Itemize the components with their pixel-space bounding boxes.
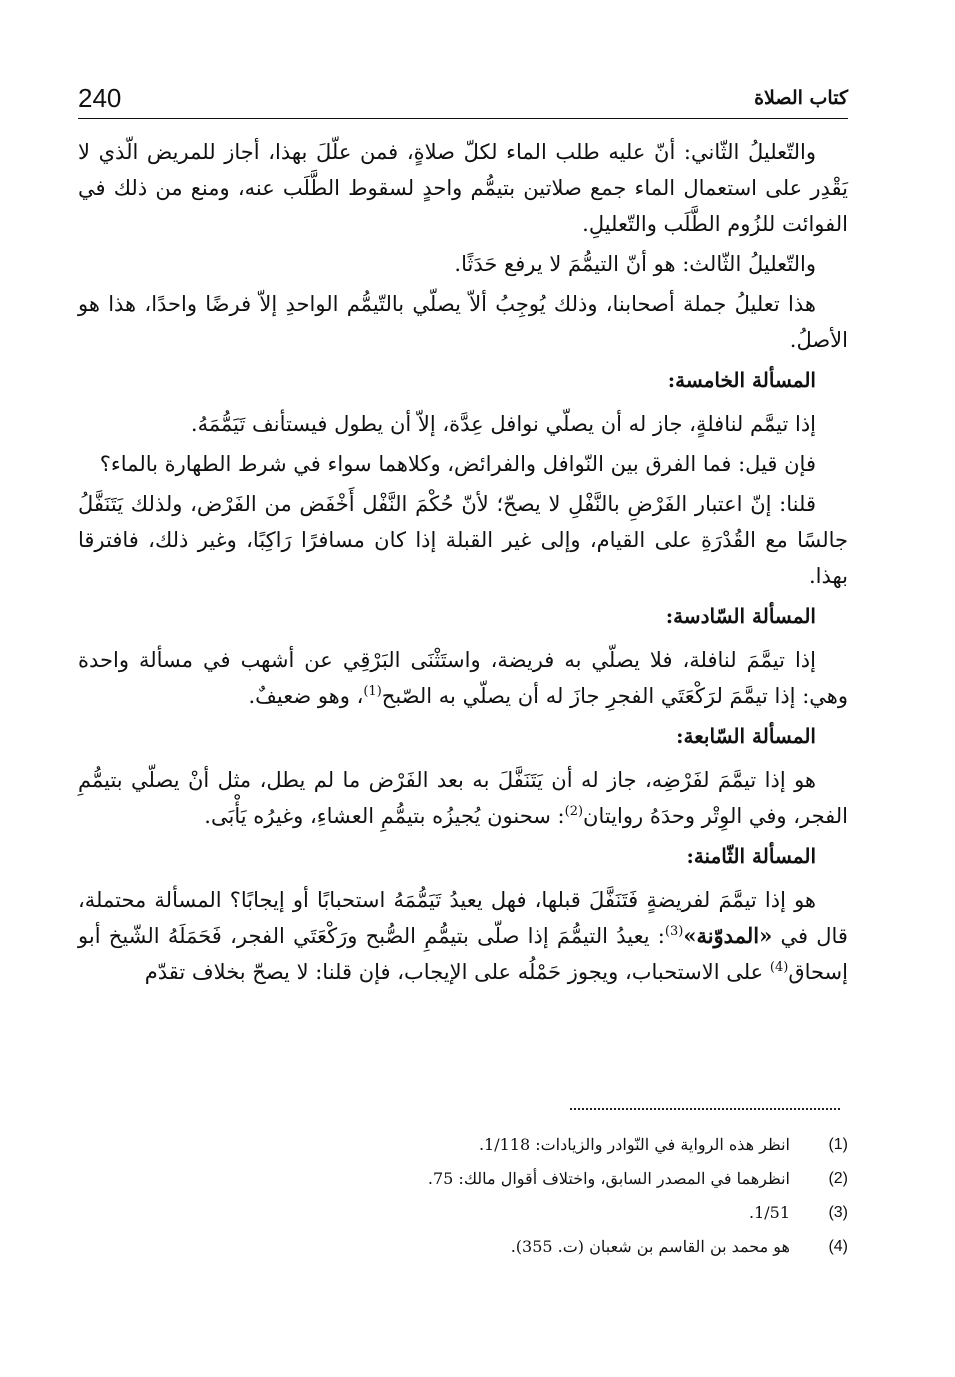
footnote-number: (1) bbox=[828, 1136, 848, 1153]
text-run: ، وهو ضعيفٌ. bbox=[248, 684, 364, 708]
text-run: هو إذا تيمَّمَ لفريضةٍ فَتَنَفَّلَ قبلها، فهل يعيدُ تَيَمُّمَهُ استحبابًا أو إيجابًا؟ المسألة محتملة، قال في bbox=[78, 888, 848, 948]
text-run: : سحنون يُجيزُه بتيمُّمِ العشاءِ، وغيرُه يَأْبَى. bbox=[204, 804, 565, 828]
running-title: كتاب الصلاة bbox=[754, 87, 848, 109]
footnote-ref-2: (2) bbox=[564, 804, 584, 819]
footnote-text: انظرهما في المصدر السابق، واختلاف أقوال مالك: 75. bbox=[427, 1169, 790, 1188]
footnote-ref-1: (1) bbox=[363, 684, 382, 699]
heading-seventh-issue: المسألة السّابعة: bbox=[676, 724, 816, 748]
footnotes bbox=[78, 1128, 848, 1264]
footnote-item bbox=[78, 1230, 848, 1264]
footnote-text: انظر هذه الرواية في النّوادر والزيادات: 1/118. bbox=[478, 1135, 790, 1154]
footnote-number: (3) bbox=[828, 1204, 848, 1221]
heading-fifth-issue: المسألة الخامسة: bbox=[667, 368, 816, 392]
book-title: «المدوّنة» bbox=[683, 923, 773, 948]
footnote-text: هو محمد بن القاسم بن شعبان (ت. 355). bbox=[510, 1237, 790, 1256]
paragraph-eighth-issue bbox=[78, 882, 848, 990]
footnote-number: (4) bbox=[828, 1238, 848, 1255]
paragraph-third-reason: والتّعليلُ الثّالث: هو أنّ التيمُّمَ لا يرفع حَدَثًا. bbox=[454, 252, 816, 276]
paragraph-second-reason: والتّعليلُ الثّاني: أنّ عليه طلب الماء لكلّ صلاةٍ، فمن علّلَ بهذا، أجاز للمريض الّذي لا يَقْدِر على استعمال الماء جمع صلاتين بتيمُّم واحدٍ لسقوط الطَّلَب عنه، ومنع من ذلك في الفوائت للزُوم الطَّلَب والتّعليلِ. bbox=[78, 140, 848, 236]
heading-sixth-issue: المسألة السّادسة: bbox=[665, 604, 816, 628]
footnote-item bbox=[78, 1128, 848, 1162]
text-run: إذا تيمَّمَ لنافلة، فلا يصلّي به فريضة، واستَثْنَى البَرْقِي عن أشهب في مسألة واحدة وهي: إذا تيمَّمَ لرَكْعَتَي الفجرِ جازَ له أن يصلّي به الصّبح bbox=[78, 648, 848, 708]
text-run: : يعيدُ التيمُّمَ إذا صلّى بتيمُّمِ الصُّبح ورَكْعَتَي الفجر، فَحَمَلَهُ الشّيخ أبو إسحاق bbox=[78, 924, 848, 984]
heading-eighth-issue: المسألة الثّامنة: bbox=[686, 844, 816, 868]
paragraph-seventh-issue bbox=[78, 762, 848, 834]
paragraph-fifth-issue: إذا تيمَّم لنافلةٍ، جاز له أن يصلّي نوافل عِدَّة، إلاّ أن يطول فيستأنف تَيَمُّمَهُ. bbox=[190, 412, 816, 436]
paragraph-sixth-issue bbox=[78, 642, 848, 714]
text-run: على الاستحباب، ويجوز حَمْلُه على الإيجاب، فإن قلنا: لا يصحّ بخلاف تقدّم bbox=[144, 960, 770, 984]
paragraph-companions: هذا تعليلُ جملة أصحابنا، وذلك يُوجِبُ ألاّ يصلّي بالتّيمُّم الواحدِ إلاّ فرضًا واحدًا، هذا هو الأصلُ. bbox=[78, 292, 848, 352]
footnote-item bbox=[78, 1196, 848, 1230]
footnote-ref-3: (3) bbox=[664, 924, 684, 939]
paragraph-question: فإن قيل: فما الفرق بين النّوافل والفرائض، وكلاهما سواء في شرط الطهارة بالماء؟ bbox=[99, 452, 816, 476]
page-header bbox=[78, 80, 848, 120]
footnote-item bbox=[78, 1162, 848, 1196]
paragraph-answer: قلنا: إنّ اعتبار الفَرْضِ بالنَّفْلِ لا يصحّ؛ لأنّ حُكْمَ النَّفْل أَخْفَض من الفَرْض، ولذلك يَتَنَفَّلُ جالسًا مع القُدْرَةِ على القيام، وإلى غير القبلة إذا كان مسافرًا رَاكِبًا، وغير ذلك، فافترقا بهذا. bbox=[78, 492, 848, 588]
footnote-separator bbox=[570, 1108, 840, 1110]
footnote-number: (2) bbox=[828, 1170, 848, 1187]
text-run: هو إذا تيمَّمَ لفَرْضِه، جاز له أن يَتَنَفَّلَ به بعد الفَرْض ما لم يطل، مثل أنْ يصلّي بتيمُّمِ الفجر، وفي الوِتْر وحدَهُ روايتان bbox=[78, 768, 848, 828]
footnote-ref-4: (4) bbox=[769, 960, 789, 975]
header-rule bbox=[78, 118, 848, 119]
footnote-text: 1/51. bbox=[748, 1203, 790, 1222]
main-text bbox=[78, 134, 848, 994]
page-number: 240 bbox=[78, 83, 122, 113]
